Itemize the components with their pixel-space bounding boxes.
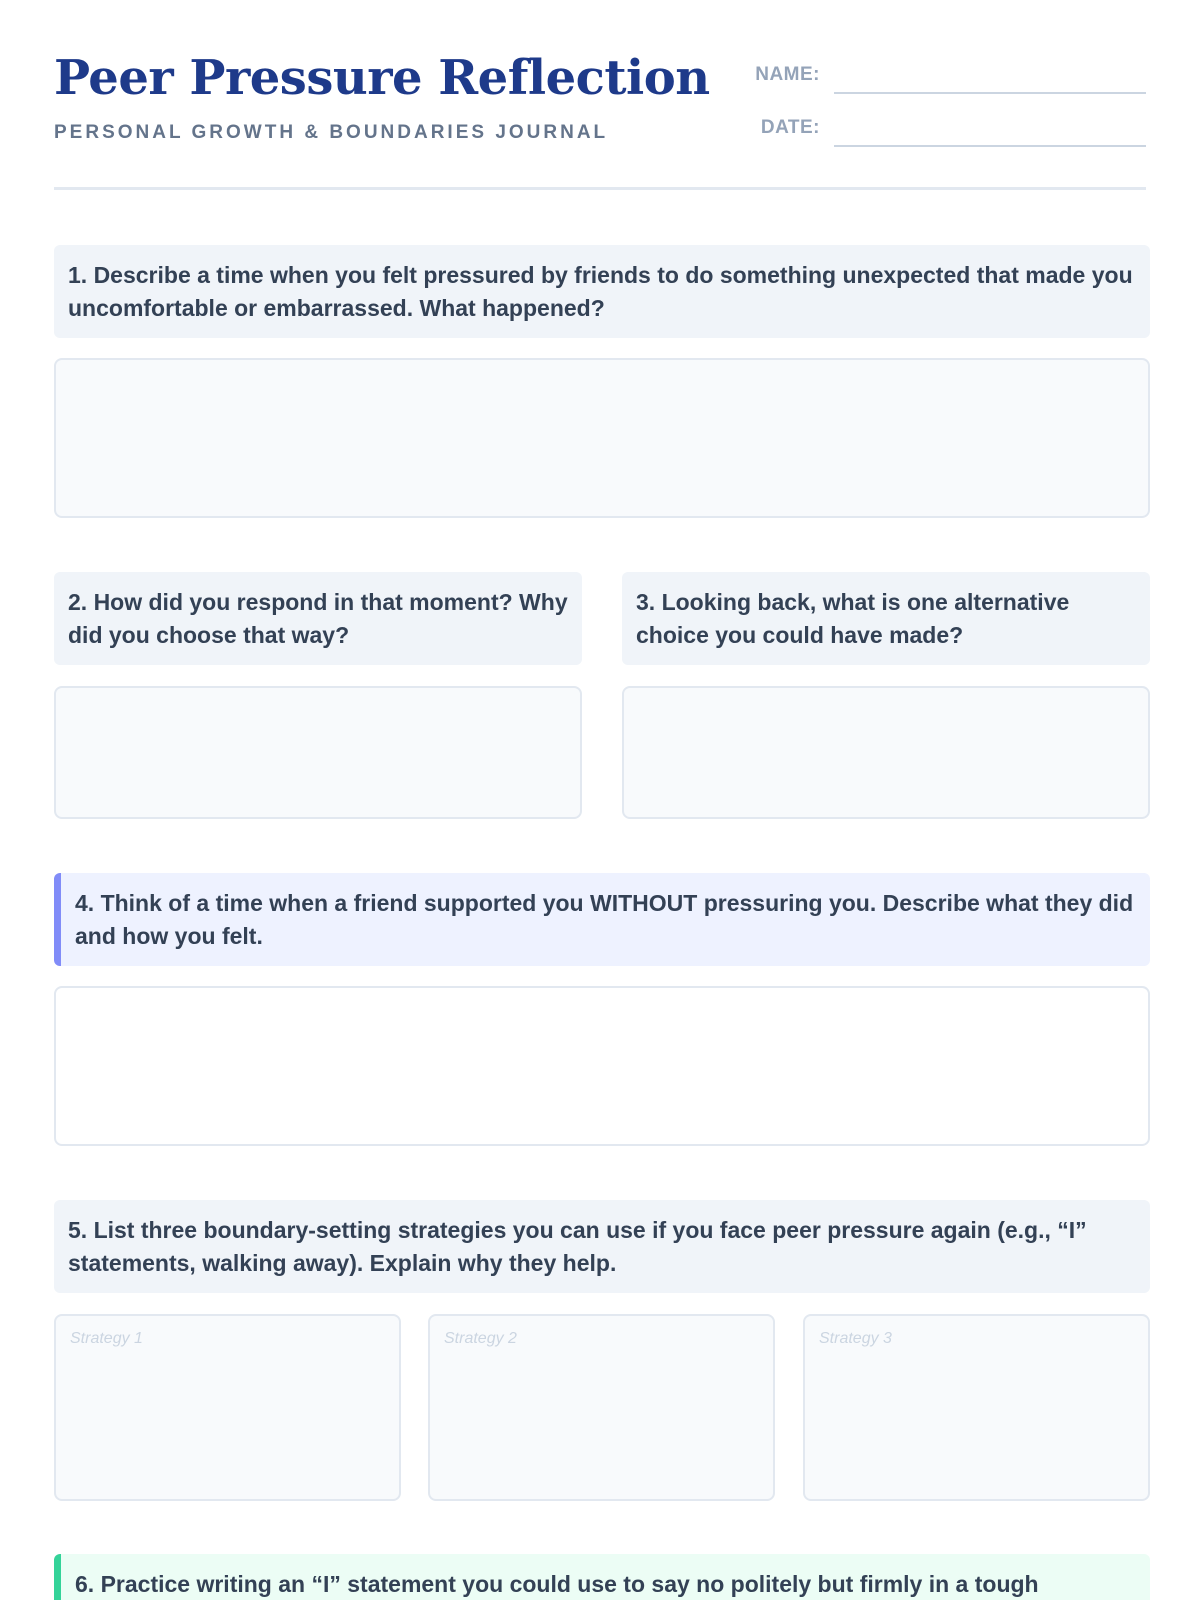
date-row bbox=[736, 111, 1146, 147]
question-2-text: 2. How did you respond in that moment? Why did you choose that way? bbox=[68, 589, 568, 648]
question-3 bbox=[622, 572, 1150, 665]
question-6-text: 6. Practice writing an “I” statement you could use to say no politely but firmly in a tough bbox=[75, 1571, 1039, 1597]
page-header bbox=[54, 0, 1146, 190]
answer-1-box[interactable] bbox=[54, 358, 1150, 518]
question-3-text: 3. Looking back, what is one alternative choice you could have made? bbox=[636, 589, 1070, 648]
strategy-2-box[interactable] bbox=[428, 1314, 775, 1501]
name-row bbox=[736, 58, 1146, 94]
name-field[interactable] bbox=[834, 58, 1146, 94]
answer-2-box[interactable] bbox=[54, 686, 582, 819]
question-6 bbox=[54, 1554, 1150, 1600]
strategy-3-placeholder: Strategy 3 bbox=[819, 1330, 892, 1347]
meta-fields bbox=[736, 58, 1146, 164]
strategy-2-placeholder: Strategy 2 bbox=[444, 1330, 517, 1347]
question-1-text: 1. Describe a time when you felt pressured by friends to do something unexpected that made you uncomfortable or embarrassed. What happened? bbox=[68, 262, 1133, 321]
date-field[interactable] bbox=[834, 111, 1146, 147]
answer-3-box[interactable] bbox=[622, 686, 1150, 819]
question-1 bbox=[54, 245, 1150, 338]
question-4-text: 4. Think of a time when a friend supported you WITHOUT pressuring you. Describe what they did and how you felt. bbox=[75, 890, 1134, 949]
name-label: NAME: bbox=[755, 64, 820, 85]
strategy-3-box[interactable] bbox=[803, 1314, 1150, 1501]
date-label: DATE: bbox=[760, 117, 820, 138]
strategy-1-placeholder: Strategy 1 bbox=[70, 1330, 143, 1347]
question-4 bbox=[54, 873, 1150, 966]
page-subtitle: PERSONAL GROWTH & BOUNDARIES JOURNAL bbox=[54, 122, 609, 143]
page-title: Peer Pressure Reflection bbox=[54, 50, 710, 106]
strategy-1-box[interactable] bbox=[54, 1314, 401, 1501]
question-5-text: 5. List three boundary-setting strategies you can use if you face peer pressure again (e.g., “I” statements, walking away). Explain why they help. bbox=[68, 1217, 1087, 1276]
question-5 bbox=[54, 1200, 1150, 1293]
question-2 bbox=[54, 572, 582, 665]
answer-4-box[interactable] bbox=[54, 986, 1150, 1146]
